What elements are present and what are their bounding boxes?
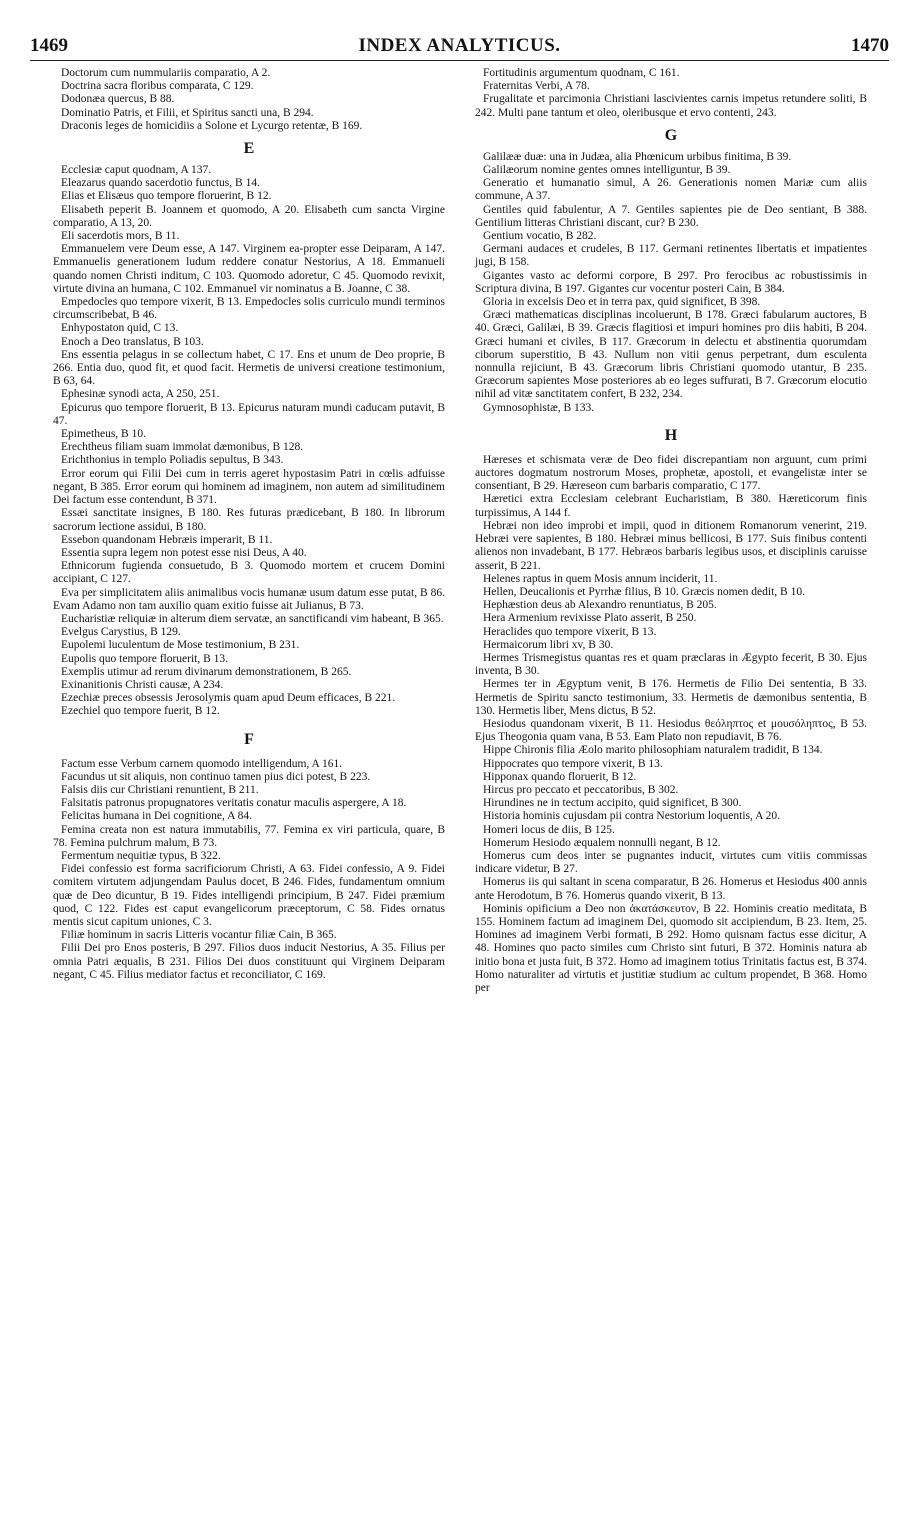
section-f-continued — [475, 67, 867, 120]
index-entry: Filiæ hominum in sacris Litteris vocantur filiæ Cain, B 365. — [61, 929, 337, 942]
index-entry: Doctrina sacra floribus comparata, C 129. — [61, 80, 254, 93]
index-entry: Hephæstion deus ab Alexandro renuntiatus, B 205. — [483, 599, 717, 612]
index-entry: Hermaicorum libri xv, B 30. — [483, 638, 614, 651]
index-entry: Error eorum qui Filii Dei cum in terris ageret hypostasim Patri in cœlis adfuisse negant, B 385. Error eorum qui hominem ad imaginem, non autem ad similitudinem Dei factum esse contendunt, B 371. — [53, 467, 445, 507]
index-entry: Facundus ut sit aliquis, non continuo tamen pius dici potest, B 223. — [61, 770, 371, 783]
index-entry: Epimetheus, B 10. — [61, 428, 146, 441]
index-entry: Eupolemi luculentum de Mose testimonium, B 231. — [61, 639, 300, 652]
page-number-right: 1470 — [851, 35, 889, 56]
index-entry: Homerus iis qui saltant in scena comparatur, B 26. Homerus et Hesiodus 400 annis ante Herodotum, B 76. Homerus quando vixerit, B 13. — [475, 876, 867, 902]
index-entry: Filii Dei pro Enos posteris, B 297. Filios duos inducit Nestorius, A 35. Filius per omnia Patri æqualis, B 231. Filios Dei duos constituunt qui Virginem Deiparam negant, C 45. Filius mediator factus et reconciliator, C 169. — [53, 942, 445, 981]
index-entry: Hircus pro peccato et peccatoribus, B 302. — [483, 783, 679, 796]
index-entry: Hellen, Deucalionis et Pyrrhæ filius, B 10. Græcis nomen dedit, B 10. — [483, 585, 805, 598]
index-entry: Essebon quandonam Hebræis imperarit, B 11. — [61, 533, 273, 546]
running-title: INDEX ANALYTICUS. — [358, 35, 561, 56]
index-entry: Hæretici extra Ecclesiam celebrant Eucharistiam, B 380. Hæreticorum finis turpissimus, A 144 f. — [475, 493, 867, 519]
index-entry: Hermes ter in Ægyptum venit, B 176. Hermetis de Filio Dei sententia, B 33. Hermetis de Spiritu sancto testimonium, 33. Hermetis de dæmonibus sententia, B 130. Hermetis liber, Mens dictus, B 52. — [475, 678, 867, 717]
index-entry: Draconis leges de homicidiis a Solone et Lycurgo retentæ, B 169. — [61, 119, 363, 132]
index-entry: Græci mathematicas disciplinas incoluerunt, B 178. Græci fabularum auctores, B 40. Græci, Galilæi, B 39. Græcis flagitiosi et impuri homines pro diis habiti, B 204. Græci humani et civiles, B 117. Græcorum in delectu et abstinentia quorumdam ciborum superstitio, B 43. Nullum non vitii genus perpetrant, dum esculenta nonnulla rejiciunt, B 43. Græcorum libris Christiani quomodo utantur, B 235. Græcorum sapientes Mose posteriores ab eo leges suffurati, B 7. Græcorum elocutio nihil ad vitæ sanctitatem confert, B 232, 234. — [475, 309, 867, 401]
index-entry: Empedocles quo tempore vixerit, B 13. Empedocles solis curriculo mundi terminos circumscribebat, B 46. — [53, 296, 445, 322]
index-entry: Falsitatis patronus propugnatores veritatis conatur maculis aspergere, A 18. — [61, 797, 407, 810]
index-entry: Hippe Chironis filia Æolo marito philosophiam naturalem tradidit, B 134. — [483, 744, 823, 757]
index-entry: Hippocrates quo tempore vixerit, B 13. — [483, 757, 663, 770]
index-entry: Fidei confessio est forma sacrificiorum Christi, A 63. Fidei confessio, A 9. Fidei comitem virtutem adjungendam Paulus docet, B 246. Fides, fundamentum omnium quæ de Deo dicuntur, B 19. Fides intelligendi principium, B 247. Fidei præmium quod, C 122. Fides est caput evangelicorum præceptorum, C 58. Fides ornatus mentis sicut capitum uniones, C 3. — [53, 863, 445, 928]
index-entry: Elias et Elisæus quo tempore floruerint, B 12. — [61, 190, 272, 203]
index-entry: Femina creata non est natura immutabilis, 77. Femina ex viri particula, quare, B 78. Femina pulchrum malum, B 73. — [53, 823, 445, 849]
index-entry: Factum esse Verbum carnem quomodo intelligendum, A 161. — [61, 757, 343, 770]
letter-heading-e: E — [243, 140, 255, 158]
index-entry: Hermes Trismegistus quantas res et quam præclaras in Ægypto fecerit, B 30. Ejus inventa, B 30. — [475, 651, 867, 678]
left-column — [53, 67, 445, 982]
index-entry: Heraclides quo tempore vixerit, B 13. — [483, 625, 657, 638]
index-entry: Hirundines ne in tectum accipito, quid significet, B 300. — [483, 797, 742, 810]
index-entry: Fortitudinis argumentum quodnam, C 161. — [483, 67, 680, 79]
index-entry: Homerus cum deos inter se pugnantes inducit, virtutes cum vitiis commissas indicare videtur, B 27. — [475, 849, 867, 876]
letter-heading-g: G — [664, 126, 678, 144]
index-entry: Galilæorum nomine gentes omnes intelliguntur, B 39. — [483, 164, 731, 177]
index-entry: Eli sacerdotis mors, B 11. — [61, 230, 180, 243]
index-entry: Gloria in excelsis Deo et in terra pax, quid significet, B 398. — [483, 296, 761, 309]
index-entry: Ephesinæ synodi acta, A 250, 251. — [61, 388, 220, 401]
section-e — [53, 164, 445, 719]
index-entry: Gentiles quid fabulentur, A 7. Gentiles sapientes pie de Deo sentiant, B 388. Gentilium litteras Christiani discant, cur? B 230. — [475, 203, 867, 229]
index-entry: Ezechiæ preces obsessis Jerosolymis quam apud Deum efficaces, B 221. — [61, 692, 396, 705]
index-entry: Eva per simplicitatem aliis animalibus vocis humanæ usum datum esse putat, B 86. Evam Adamo non tam auxilio quam exitio fuisse ait Julianus, B 73. — [53, 586, 445, 612]
index-entry: Enoch a Deo translatus, B 103. — [61, 335, 204, 348]
index-entry: Gigantes vasto ac deformi corpore, B 297. Pro ferocibus ac robustissimis in Scriptura divina, B 197. Gigantes cur vocentur posteri Cain, B 384. — [475, 269, 867, 295]
index-entry: Homeri locus de diis, B 125. — [483, 823, 615, 836]
index-entry: Galilææ duæ: una in Judæa, alia Phœnicum urbibus finitima, B 39. — [483, 150, 792, 163]
index-entry: Gymnosophistæ, B 133. — [483, 401, 595, 414]
index-entry: Ens essentia pelagus in se collectum habet, C 17. Ens et unum de Deo proprie, B 266. Entia duo, quod fit, et quod facit. Hermetis de universi creatione testimonium, B 63, 64. — [53, 348, 445, 388]
section-g — [475, 151, 867, 415]
index-entry: Ecclesiæ caput quodnam, A 137. — [61, 164, 212, 177]
index-entry: Hesiodus quandonam vixerit, B 11. Hesiodus θεόληπτος et μουσόληπτος, B 53. Ejus Theogonia quam vana, B 53. Eam Plato non repudiavit, B 76. — [475, 717, 867, 744]
index-entry: Hebræi non ideo improbi et impii, quod in ditionem Romanorum venerint, 219. Hebræi vere sapientes, B 180. Hebræi minus bellicosi, B 177. Suis finibus contenti alienos non invadebant, B 177. Hebræos barbaris legibus usos, et disciplinis caruisse asserit, B 221. — [475, 519, 867, 572]
index-entry: Felicitas humana in Dei cognitione, A 84. — [61, 810, 252, 823]
index-entry: Falsis diis cur Christiani renuntient, B 211. — [61, 783, 259, 796]
index-entry: Gentium vocatio, B 282. — [483, 230, 597, 243]
index-entry: Doctorum cum nummulariis comparatio, A 2. — [61, 67, 271, 79]
index-entry: Historia hominis cujusdam pii contra Nestorium loquentis, A 20. — [483, 810, 781, 823]
index-entry: Fraternitas Verbi, A 78. — [483, 80, 590, 93]
index-entry: Exinanitionis Christi causæ, A 234. — [61, 678, 224, 691]
index-entry: Generatio et humanatio simul, A 26. Generationis nomen Mariæ cum aliis commune, A 37. — [475, 177, 867, 203]
index-entry: Hominis opificium a Deo non ἀκατάσκευτον, B 22. Hominis creatio meditata, B 155. Hominem factum ad imaginem Dei, quomodo sit accipiendum, B 23. Item, 25. Homines ad imaginem Verbi formati, B 292. Homo quisnam factus esse dicitur, A 48. Homines quo pacto similes cum Christo sint futuri, B 372. Hominis natura ab initio bona et justa fuit, B 372. Homo ad imaginem totius Trinitatis factus est, B 374. Homo naturaliter ad virtutis et justitiæ studium ac cultum propendet, B 368. Homo per — [475, 902, 867, 994]
section-f — [53, 758, 445, 982]
index-entry: Dodonæa quercus, B 88. — [61, 93, 175, 106]
index-entry: Eucharistiæ reliquiæ in alterum diem servatæ, an sanctificandi vim habeant, B 365. — [61, 612, 444, 625]
section-d — [53, 67, 445, 133]
index-entry: Frugalitate et parcimonia Christiani lascivientes carnis impetus retundere soliti, B 242. Multi pane tantum et oleo, oleribusque et ervo contenti, 243. — [475, 93, 867, 119]
letter-heading-h: H — [664, 426, 678, 444]
index-entry: Eleazarus quando sacerdotio functus, B 14. — [61, 177, 260, 190]
index-entry: Elisabeth peperit B. Joannem et quomodo, A 20. Elisabeth cum sancta Virgine comparatio, A 13, 20. — [53, 203, 445, 229]
index-entry: Erichthonius in templo Poliadis sepultus, B 343. — [61, 454, 284, 467]
index-entry: Essentia supra legem non potest esse nisi Deus, A 40. — [61, 546, 307, 559]
index-entry: Germani audaces et crudeles, B 117. Germani retinentes libertatis et impatientes jugi, B 158. — [475, 243, 867, 269]
index-entry: Enhypostaton quid, C 13. — [61, 322, 179, 335]
letter-heading-f: F — [244, 730, 254, 748]
index-entry: Homerum Hesiodo æqualem nonnulli negant, B 12. — [483, 836, 721, 849]
index-entry: Epicurus quo tempore floruerit, B 13. Epicurus naturam mundi caducam putavit, B 47. — [53, 401, 445, 427]
index-entry: Hera Armenium revixisse Plato asserit, B 250. — [483, 612, 697, 625]
running-header — [30, 34, 889, 61]
index-entry: Essæi sanctitate insignes, B 180. Res futuras prædicebant, B 180. In librorum sacrorum lectione assidui, B 180. — [53, 507, 445, 533]
index-entry: Hipponax quando floruerit, B 12. — [483, 770, 637, 783]
index-entry: Eupolis quo tempore floruerit, B 13. — [61, 652, 229, 665]
index-entry: Erechtheus filiam suam immolat dæmonibus, B 128. — [61, 441, 304, 454]
index-entry: Hæreses et schismata veræ de Deo fidei discrepantiam non arguunt, cum primi auctores dogmatum nostrorum Moses, prophetæ, apostoli, et evangelistæ inter se consentiant, B 29. Hæreseon cum barbaris comparatio, C 177. — [475, 453, 867, 493]
index-entry: Fermentum nequitiæ typus, B 322. — [61, 849, 221, 862]
index-entry: Evelgus Carystius, B 129. — [61, 626, 181, 639]
index-entry: Ethnicorum fugienda consuetudo, B 3. Quomodo mortem et crucem Domini accipiant, C 127. — [53, 560, 445, 586]
index-entry: Ezechiel quo tempore fuerit, B 12. — [61, 705, 220, 718]
index-entry: Emmanuelem vere Deum esse, A 147. Virginem ea-propter esse Deiparam, A 147. Emmanuelis generationem ludum reddere conatur Nestorius, A 18. Emmanueli quando nomen Christi inditum, C 103. Quomodo adoretur, C 45. Quomodo revixit, virtute divina an humana, C 102. Emmanuel vir nominatus a B. Joanne, C 38. — [53, 243, 445, 295]
index-entry: Dominatio Patris, et Filii, et Spiritus sancti una, B 294. — [61, 106, 314, 119]
index-entry: Exemplis utimur ad rerum divinarum demonstrationem, B 265. — [61, 665, 352, 678]
page-number-left: 1469 — [30, 35, 68, 56]
section-h — [475, 454, 867, 995]
index-entry: Helenes raptus in quem Mosis annum inciderit, 11. — [483, 572, 718, 585]
right-column — [475, 67, 867, 995]
